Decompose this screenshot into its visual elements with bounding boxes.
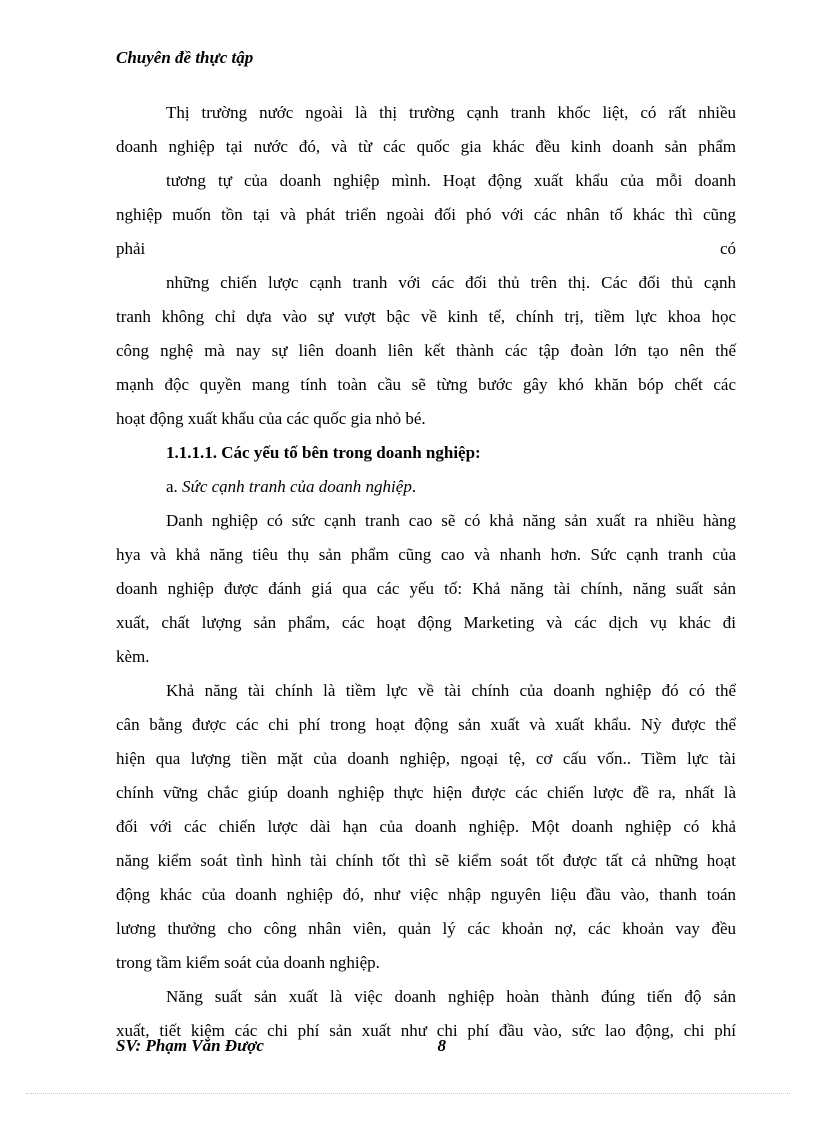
section-heading: 1.1.1.1. Các yếu tố bên trong doanh nghiệp: <box>166 443 481 462</box>
page-footer <box>116 1036 446 1056</box>
text-line: Thị trường nước ngoài là thị trường cạnh tranh khốc liệt, có rất nhiều <box>166 103 736 122</box>
text-line: Khả năng tài chính là tiềm lực về tài chính của doanh nghiệp đó có thể <box>166 681 736 700</box>
text-line: hoạt động xuất khẩu của các quốc gia nhỏ bé. <box>116 409 426 428</box>
text-line: xuất, chất lượng sản phẩm, các hoạt động Marketing và các dịch vụ khác đi <box>116 613 736 632</box>
text-line: tranh không chỉ dựa vào sự vượt bậc về kinh tế, chính trị, tiềm lực khoa học <box>116 307 736 326</box>
text-fragment: phải <box>116 239 146 258</box>
page-number: 8 <box>437 1036 446 1055</box>
text-line: đối với các chiến lược dài hạn của doanh nghiệp. Một doanh nghiệp có khả <box>116 817 736 836</box>
page-header-title: Chuyên đề thực tập <box>116 48 254 67</box>
text-line: hiện qua lượng tiền mặt của doanh nghiệp, ngoại tệ, cơ cấu vốn.. Tiềm lực tài <box>116 749 736 768</box>
page-bottom-divider <box>26 1093 790 1094</box>
subsection-suffix: . <box>411 477 417 496</box>
text-line: cân bằng được các chi phí trong hoạt động sản xuất và xuất khẩu. Nỳ được thể <box>116 715 736 734</box>
text-line: doanh nghiệp được đánh giá qua các yếu tố: Khả năng tài chính, năng suất sản <box>116 579 736 598</box>
text-line: doanh nghiệp tại nước đó, và từ các quốc gia khác đều kinh doanh sản phẩm <box>116 137 736 156</box>
text-line: lương thưởng cho công nhân viên, quản lý các khoản nợ, các khoản vay đều <box>116 919 736 938</box>
text-line: chính vững chắc giúp doanh nghiệp thực hiện được các chiến lược đề ra, nhất là <box>116 783 736 802</box>
document-body <box>116 96 736 1048</box>
text-line: trong tầm kiểm soát của doanh nghiệp. <box>116 953 380 972</box>
text-line-split <box>116 232 736 266</box>
subsection-prefix: a. <box>166 477 178 496</box>
text-line: Danh nghiệp có sức cạnh tranh cao sẽ có khả năng sản xuất ra nhiều hàng <box>166 511 736 530</box>
footer-author: SV: Phạm Văn Được <box>116 1036 264 1055</box>
text-line: kèm. <box>116 647 150 666</box>
text-line: động khác của doanh nghiệp đó, như việc nhập nguyên liệu đầu vào, thanh toán <box>116 885 736 904</box>
text-fragment: có <box>719 239 736 258</box>
text-line: năng kiểm soát tình hình tài chính tốt thì sẽ kiểm soát tốt được tất cả những hoạt <box>116 851 736 870</box>
text-line: nghiệp muốn tồn tại và phát triển ngoài đối phó với các nhân tố khác thì cũng <box>116 205 736 224</box>
text-line: tương tự của doanh nghiệp mình. Hoạt động xuất khẩu của mỗi doanh <box>166 171 736 190</box>
subsection-title: Sức cạnh tranh của doanh nghiệp <box>182 477 412 496</box>
text-line: Năng suất sản xuất là việc doanh nghiệp hoàn thành đúng tiến độ sản <box>166 987 736 1006</box>
text-line: mạnh độc quyền mang tính toàn cầu sẽ từng bước gây khó khăn bóp chết các <box>116 375 736 394</box>
text-line: công nghệ mà nay sự liên doanh liên kết thành các tập đoàn lớn tạo nên thế <box>116 341 736 360</box>
text-line: những chiến lược cạnh tranh với các đối thủ trên thị. Các đối thủ cạnh <box>166 273 736 292</box>
text-line: xuất, tiết kiệm các chi phí sản xuất như chi phí đầu vào, sức lao động, chi phí <box>116 1021 736 1040</box>
text-line: hya và khả năng tiêu thụ sản phẩm cũng cao và nhanh hơn. Sức cạnh tranh của <box>116 545 736 564</box>
subsection-heading <box>166 470 736 504</box>
